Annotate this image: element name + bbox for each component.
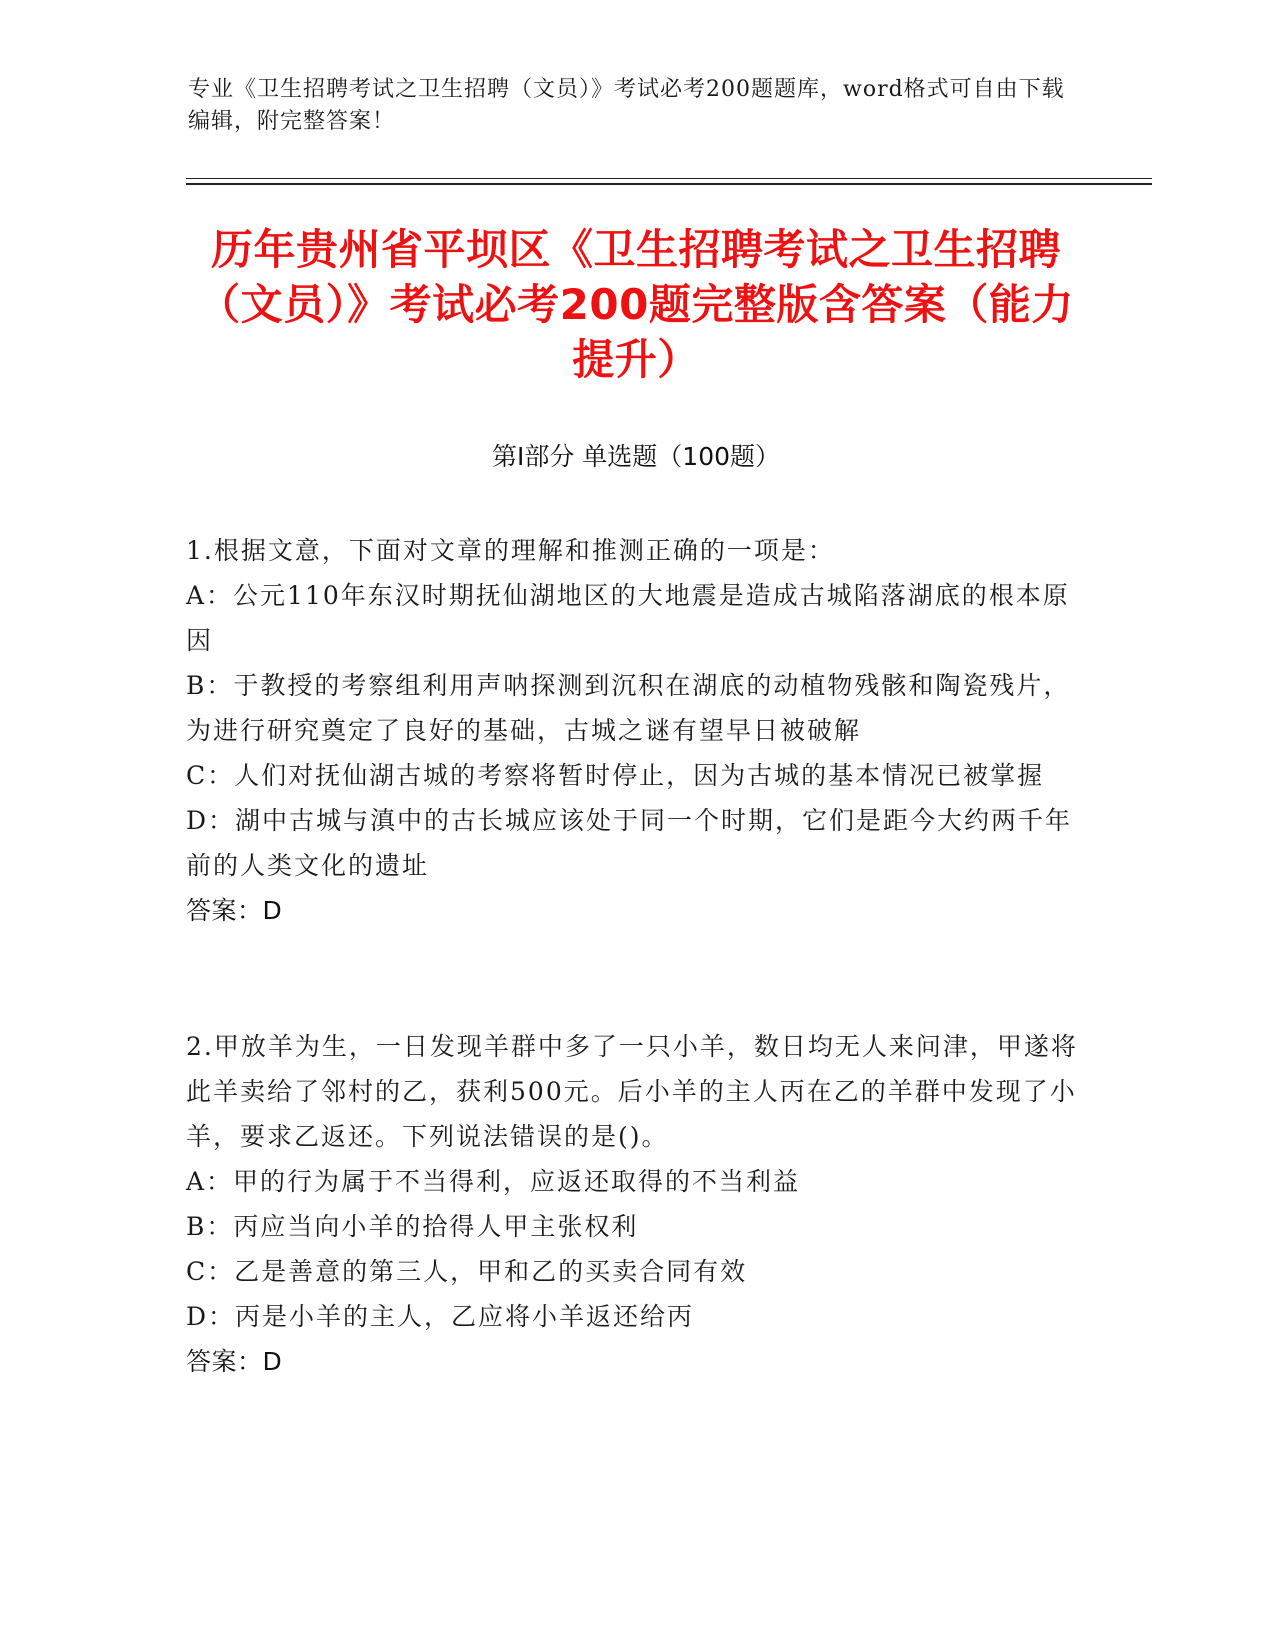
option-c: C：乙是善意的第三人，甲和乙的买卖合同有效 — [186, 1257, 748, 1286]
option-d: D：丙是小羊的主人，乙应将小羊返还给丙 — [186, 1302, 695, 1331]
question-1 — [186, 528, 1086, 933]
answer-line: 答案：D — [186, 896, 283, 925]
header-note: 专业《卫生招聘考试之卫生招聘（文员）》考试必考200题题库，word格式可自由下载编辑，附完整答案！ — [188, 77, 1065, 134]
header-divider-bottom — [186, 183, 1152, 185]
option-a: A：甲的行为属于不当得利，应返还取得的不当利益 — [186, 1167, 801, 1196]
option-b: B：丙应当向小羊的拾得人甲主张权利 — [186, 1212, 639, 1241]
option-b: B：于教授的考察组利用声呐探测到沉积在湖底的动植物残骸和陶瓷残片，为进行研究奠定了良好的基础，古城之谜有望早日被破解 — [186, 671, 1071, 745]
option-c: C：人们对抚仙湖古城的考察将暂时停止，因为古城的基本情况已被掌握 — [186, 761, 1045, 790]
header-divider-top — [186, 178, 1152, 179]
option-d: D：湖中古城与滇中的古长城应该处于同一个时期，它们是距今大约两千年前的人类文化的遗址 — [186, 806, 1073, 880]
answer-line: 答案：D — [186, 1347, 283, 1376]
question-stem: 2.甲放羊为生，一日发现羊群中多了一只小羊，数日均无人来问津，甲遂将此羊卖给了邻村的乙，获利500元。后小羊的主人丙在乙的羊群中发现了小羊，要求乙返还。下列说法错误的是()。 — [186, 1032, 1078, 1151]
question-stem: 1.根据文意，下面对文章的理解和推测正确的一项是： — [186, 536, 835, 565]
option-a: A：公元110年东汉时期抚仙湖地区的大地震是造成古城陷落湖底的根本原因 — [186, 581, 1070, 655]
section-heading: 第Ⅰ部分 单选题（100题） — [491, 442, 781, 471]
document-title: 历年贵州省平坝区《卫生招聘考试之卫生招聘（文员）》考试必考200题完整版含答案（能力提升） — [198, 225, 1074, 384]
question-2 — [186, 1024, 1086, 1384]
